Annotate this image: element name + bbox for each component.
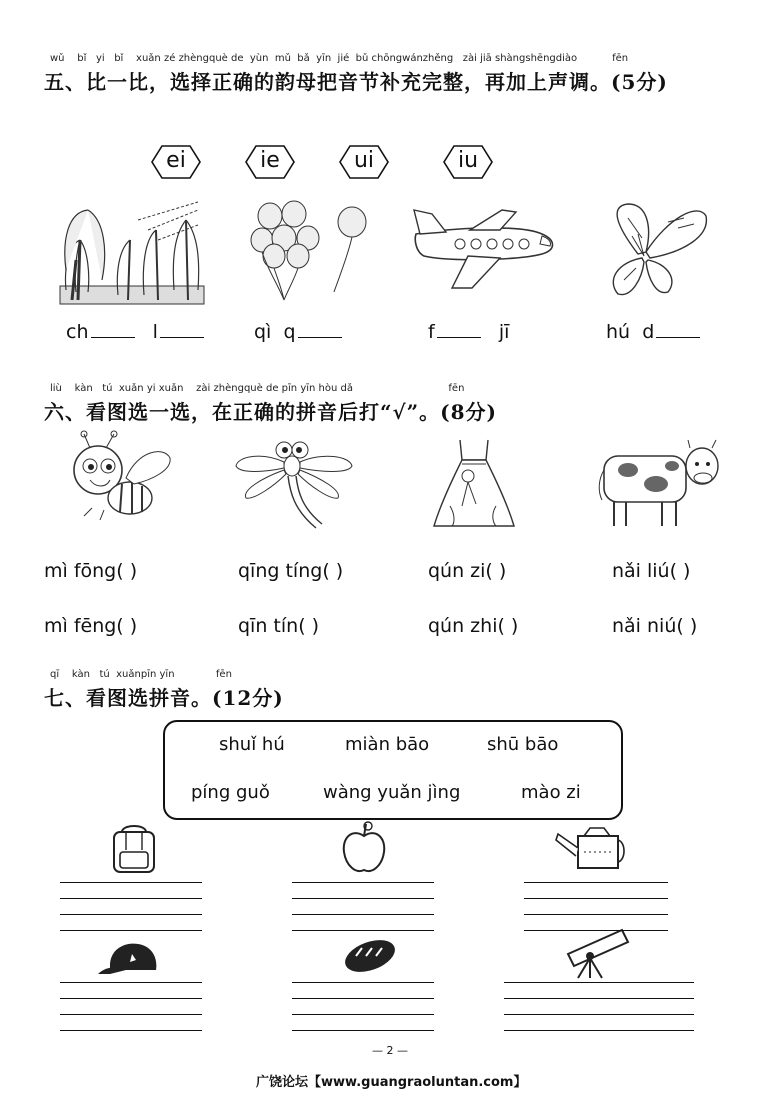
footer-text: 广饶论坛【www.guangraoluntan.com】 — [256, 1075, 527, 1090]
writing-line[interactable] — [60, 1030, 202, 1031]
option-bee-1[interactable]: mì fōng( ) — [44, 560, 138, 582]
fill-item-balloon: qì q — [254, 321, 342, 343]
writing-line[interactable] — [60, 930, 202, 931]
writing-line[interactable] — [292, 882, 434, 883]
bank-word: shū bāo — [487, 734, 559, 755]
writing-line[interactable] — [504, 1014, 694, 1015]
word-bank — [163, 720, 623, 820]
answer-blank[interactable] — [437, 321, 481, 338]
writing-line[interactable] — [504, 998, 694, 999]
dress-icon — [432, 436, 516, 530]
writing-line[interactable] — [60, 898, 202, 899]
bank-word: shuǐ hú — [219, 734, 285, 755]
writing-line[interactable] — [504, 982, 694, 983]
section6-title: 六、看图选一选，在正确的拼音后打“√”。(8分) — [44, 400, 497, 424]
option-bee-2[interactable]: mì fēng( ) — [44, 615, 138, 637]
schoolbag-icon — [108, 822, 160, 874]
option-cow-2[interactable]: nǎi niú( ) — [612, 615, 698, 637]
answer-blank[interactable] — [91, 321, 135, 338]
bank-word: miàn bāo — [345, 734, 430, 755]
watering-can-icon — [554, 826, 626, 872]
writing-line[interactable] — [292, 914, 434, 915]
butterfly-icon — [598, 198, 710, 302]
apple-icon — [340, 820, 388, 876]
cow-icon — [598, 436, 724, 532]
page-number: — 2 — — [372, 1044, 408, 1057]
writing-line[interactable] — [524, 898, 668, 899]
writing-line[interactable] — [524, 914, 668, 915]
option-dragonfly-1[interactable]: qīng tíng( ) — [238, 560, 344, 582]
writing-line[interactable] — [292, 982, 434, 983]
section7-pinyin: qī kàn tú xuǎnpīn yīn fēn — [50, 669, 232, 680]
cap-icon — [96, 940, 162, 980]
fill-item-butterfly: hú d — [606, 321, 700, 343]
section5-title: 五、比一比，选择正确的韵母把音节补充完整，再加上声调。(5分) — [44, 70, 668, 94]
fill-item-willow: ch l — [66, 321, 204, 343]
answer-blank[interactable] — [160, 321, 204, 338]
section5-pinyin: wǔ bǐ yi bǐ xuǎn zé zhèngquè de yùn mǔ bǎ yīn jié bǔ chōngwánzhěng zài jiā shàngshēngdiào fēn — [50, 53, 629, 64]
airplane-icon — [410, 204, 560, 292]
fill-item-airplane: f jī — [428, 321, 510, 343]
willow-trees-icon — [58, 200, 206, 306]
writing-line[interactable] — [292, 1030, 434, 1031]
option-dress-2[interactable]: qún zhi( ) — [428, 615, 519, 637]
writing-line[interactable] — [504, 1030, 694, 1031]
writing-line[interactable] — [292, 998, 434, 999]
option-cow-1[interactable]: nǎi liú( ) — [612, 560, 691, 582]
bank-word: mào zi — [521, 782, 581, 803]
dragonfly-icon — [232, 432, 360, 534]
answer-blank[interactable] — [298, 321, 342, 338]
writing-line[interactable] — [60, 882, 202, 883]
option-ui: ui — [338, 144, 390, 180]
writing-line[interactable] — [60, 998, 202, 999]
section7-title: 七、看图选拼音。(12分) — [44, 686, 284, 710]
writing-line[interactable] — [524, 930, 668, 931]
bread-icon — [340, 934, 400, 978]
writing-line[interactable] — [60, 914, 202, 915]
section6-pinyin: liù kàn tú xuǎn yi xuǎn zài zhèngquè de pīn yīn hòu dǎ fēn — [50, 383, 465, 394]
writing-line[interactable] — [524, 882, 668, 883]
answer-blank[interactable] — [656, 321, 700, 338]
bank-word: píng guǒ — [191, 782, 270, 803]
writing-line[interactable] — [292, 1014, 434, 1015]
writing-line[interactable] — [292, 930, 434, 931]
writing-line[interactable] — [60, 1014, 202, 1015]
bank-word: wàng yuǎn jìng — [323, 782, 461, 803]
option-dress-1[interactable]: qún zi( ) — [428, 560, 507, 582]
balloons-icon — [248, 200, 372, 304]
option-ei: ei — [150, 144, 202, 180]
writing-line[interactable] — [60, 982, 202, 983]
option-iu: iu — [442, 144, 494, 180]
writing-line[interactable] — [292, 898, 434, 899]
option-dragonfly-2[interactable]: qīn tín( ) — [238, 615, 320, 637]
telescope-icon — [562, 924, 634, 980]
option-ie: ie — [244, 144, 296, 180]
bee-icon — [64, 430, 176, 526]
